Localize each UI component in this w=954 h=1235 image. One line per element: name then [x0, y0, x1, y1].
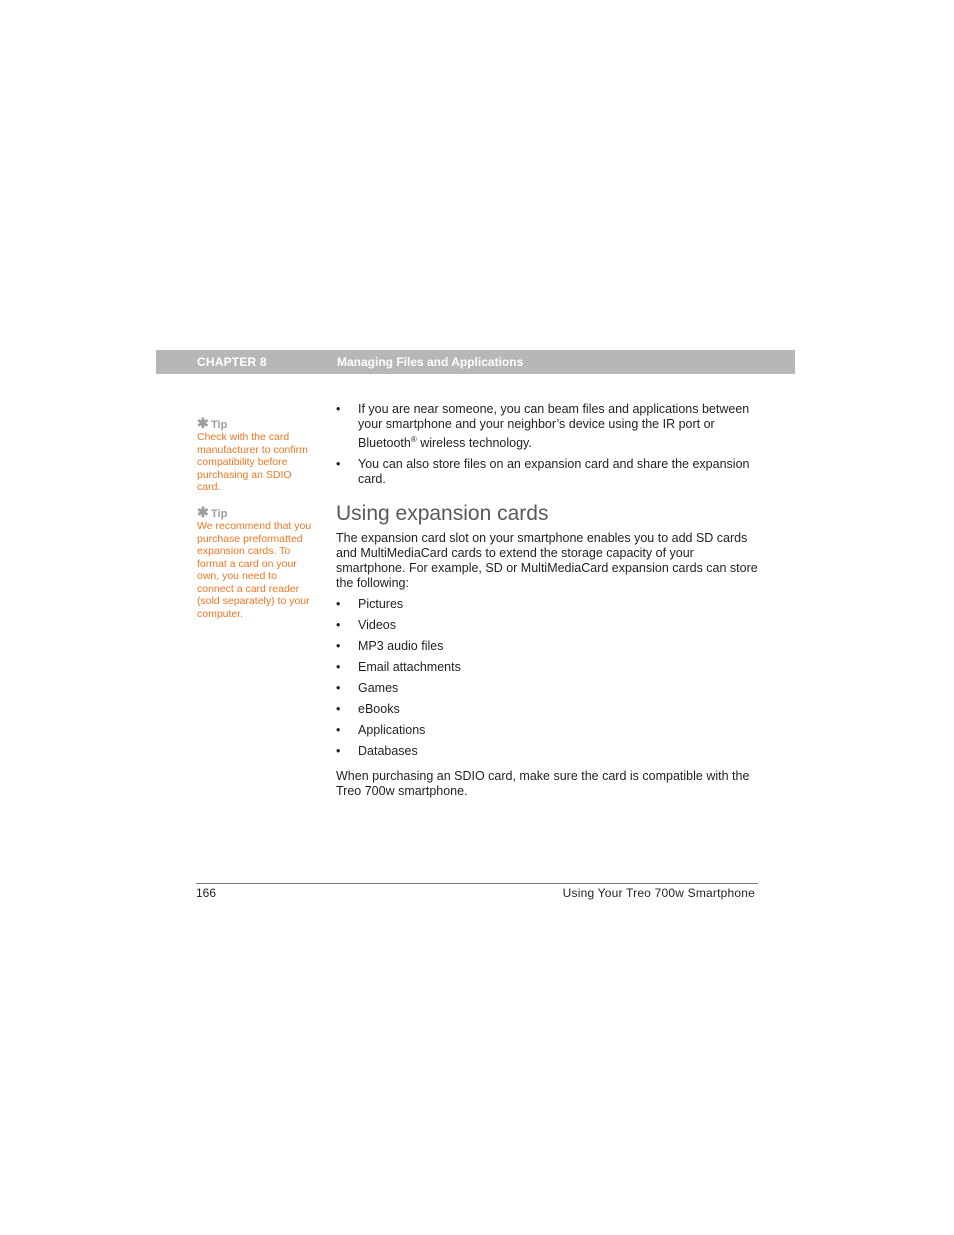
chapter-number: CHAPTER 8: [197, 355, 267, 369]
bullet-dot: •: [336, 597, 341, 611]
list-item-text: Email attachments: [358, 660, 461, 674]
section-closing: When purchasing an SDIO card, make sure the card is compatible with the Treo 700w smartphone.: [336, 769, 750, 798]
list-item-text: Videos: [358, 618, 396, 632]
list-item-text: Pictures: [358, 597, 404, 611]
list-item: [336, 597, 760, 612]
intro-bullet-list: [336, 402, 760, 487]
list-item-text: You can also store files on an expansion card and share the expansion card.: [358, 457, 750, 487]
tip-label: Tip: [211, 419, 228, 431]
list-item: [336, 457, 760, 487]
bullet-dot: •: [336, 660, 341, 674]
list-item: [336, 744, 760, 759]
section-heading: Using expansion cards: [336, 502, 549, 525]
section-intro: The expansion card slot on your smartphone enables you to add SD cards and MultiMediaCard cards to extend the storage capacity of your smartphone. For example, SD or MultiMediaCard expansion cards can store the following:: [336, 531, 758, 590]
list-item-text: Databases: [358, 744, 418, 758]
registered-mark: ®: [410, 435, 417, 444]
bullet-dot: •: [336, 744, 341, 758]
bullet-dot: •: [336, 639, 341, 653]
bullet-dot: •: [336, 457, 341, 472]
tip-text: We recommend that you purchase preformatted expansion cards. To format a card on your own, you need to connect a card reader (sold separately) to your computer.: [197, 520, 312, 620]
list-item: [336, 723, 760, 738]
list-item: [336, 639, 760, 654]
tip-label: Tip: [211, 508, 228, 520]
bullet-dot: •: [336, 723, 341, 737]
chapter-title: Managing Files and Applications: [337, 355, 524, 369]
list-item: [336, 681, 760, 696]
storage-item-list: [336, 597, 760, 759]
list-item-text-end: wireless technology.: [416, 436, 532, 451]
bullet-dot: •: [336, 402, 341, 416]
chapter-header-bar: [156, 350, 795, 374]
list-item-text: eBooks: [358, 702, 400, 716]
bullet-dot: •: [336, 681, 341, 695]
list-item: [336, 702, 760, 717]
list-item-text: If you are near someone, you can beam files and applications between your smartphone and your neighbor’s device using the IR port or Bluetooth: [358, 402, 750, 451]
bullet-dot: •: [336, 702, 341, 716]
section-body: [336, 531, 760, 799]
list-item: [336, 618, 760, 633]
tip-header: [197, 505, 315, 519]
list-item-text: Applications: [358, 723, 426, 737]
book-title: Using Your Treo 700w Smartphone: [562, 886, 755, 900]
asterisk-icon: ✱: [197, 504, 209, 520]
asterisk-icon: ✱: [197, 415, 209, 431]
list-item: [336, 402, 760, 451]
tip-box-2: [197, 505, 315, 620]
bullet-dot: •: [336, 618, 341, 632]
tip-header: [197, 416, 315, 430]
footer-divider: [196, 883, 758, 884]
list-item: [336, 660, 760, 675]
list-item-text: Games: [358, 681, 399, 695]
tip-box-1: [197, 416, 315, 494]
page-number: 166: [196, 886, 217, 900]
tip-text: Check with the card manufacturer to confirm compatibility before purchasing an SDIO card.: [197, 431, 308, 493]
list-item-text: MP3 audio files: [358, 639, 444, 653]
